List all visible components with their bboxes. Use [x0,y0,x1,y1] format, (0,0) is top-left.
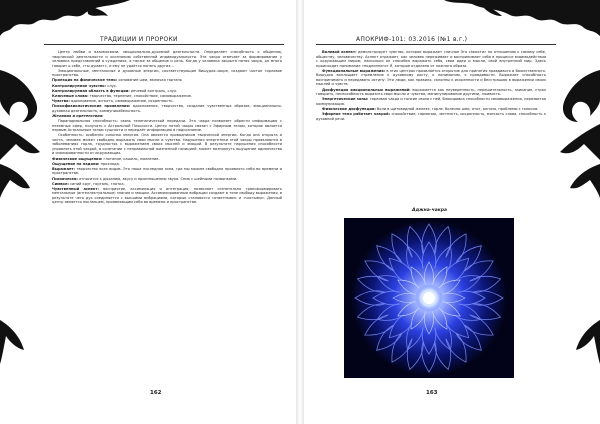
paragraph: Особенность: особенно сильная энергия. Она является проводником творческой энергии. Когда она открыта и чиста, человек может свободно выражать свои мысли и чувства. Нарушения энергетики этой чакры проявляются в заболеваниях горла, трудностях с выражением своих мыслей и эмоций. В результате нарушения способности управлять этой чакрой, в сочетании с неправильной жизненной позицией, может возникнуть ощущение одиночества и изолированности от окружающих. [52,133,282,156]
detail-line: Психически: относится к дыханию, вкусу и произношению звука. Семь с шейными позвонками. [52,176,238,181]
paragraph: Волевой аспект: демонстрирует чувство, которое выражает «личное Эго самости» по отношению к самому себе, обществу, человечеству. Аспект отражает, как человек переживает и воспринимает себя в процессе взаимодействия с окружающим миром, насколько он способен выражать себя, свои идеи и мысли, свой внутренний мир. Здесь происходит понимание «подлинного» Я, которое отделено от ложного образа. [316,50,546,68]
attribute-line: Проекция на физическое тело: основание шеи, включая гортань [52,78,182,83]
left-bottom-ornament [0,320,30,380]
attribute-line: Чувство: вдохновение, ясность, самовыражение, искренность. [52,99,174,104]
right-top-ornament [444,0,600,40]
paragraph: Функциональные выражения: в этих центрах проявляется открытие для принятия правдивого и божественного. Вишудха воплощает стремление к духовному росту, к пониманию, к правдивости. Выражает способность воспринимать и передавать истину. Эти люди, как правило, склонны к искренности и бесстрашию в выражении своих мыслей и чувств. [316,68,546,87]
left-side-ornament [0,60,46,200]
right-side-ornament [554,60,600,200]
figure-caption: Аджна-чакра [412,208,448,213]
paragraph: Энергетические зоны: горловая чакра и тонкие связи с ней, блокировка способности самовыражения, неразвитая коммуникация. [316,97,546,106]
mandala-graphic [344,218,514,378]
right-page [304,0,600,424]
left-running-head: ТРАДИЦИИ И ПРОРОКИ [100,36,178,43]
attribute-line: Психофизиологические проявления: вдохновение, творчество, создание чувственных образов, эмоционально-духовная деятельность, коммуникабельность. [52,104,282,113]
right-body-text [316,50,546,122]
right-bottom-ornament [570,320,600,380]
left-page-number: 162 [150,390,162,396]
paragraph: Дисфункция эмоциональных выражений: выражается как неуверенность, нерешительность, заикание, страх говорить, неспособность выразить свои мысли и чувства, манипулирование другими, лживость. [316,87,546,97]
right-page-number: 163 [426,390,438,396]
attribute-line: Контролируемое чувство: слух. [52,83,117,88]
paragraph: Центр любви и взаимосвязи, эмоционально-духовной деятельности. Определяет способность к общению, творческой деятельности и осознанию собственной индивидуальности. Эта чакра отвечает за формирование у человека представлений о суждениях, а также за общение и речь. Когда у человека закрыта пятая чакра, он много говорит о себе, «ты думает», и ему не удаётся понять других... [52,50,282,68]
detail-line: Чувственный аспект: восприятие, ассимиляция и интеграция; позволяет сознательно трансформировать ментальные (интеллектуальные) знания и эмоции. Ассимилированные вибрации создают в теле свободу выражения, в результате чего дух соединяется с высшими вибрациями, которые становятся «ответными» и «чистыми». Данный центр является посланцем, проявляющим себя во времени и пространстве. [52,186,282,205]
subheading: Желания и претенствия: [52,113,104,118]
right-running-head: АПОКРИФ-101: 03.2016 (№1 в.г.) [356,36,468,43]
left-body-text [52,50,282,206]
left-header-rule [44,44,284,45]
left-page [0,0,296,424]
detail-line: Физические ощущения: глотание, кашель, ломление. [52,156,160,161]
book-gutter [296,0,304,424]
attribute-line: Контролируемая область в функции: речевой контроль, слух. [52,88,178,93]
attribute-line: Ключевые слова: творчество, терпение, спокойствие, самовыражение. [52,93,193,98]
paragraph: Эмоциональные, ментальные и духовные энергии, соответствующие Вишудха-чакре, создают чистое горловое пространство. [52,68,282,78]
paragraph: Физические дисфункции: боли в щитовидной железе, горле, болезни шеи, отит, ангина, проблемы с голосом. [322,106,539,111]
paragraph: Паранормальная способность: связь телепатической передачи. Эта чакра позволяет обрести информацию с неземных сфер, получать с Астральной Плоскости. Центр пятой чакры связан с Эфирным телом, которое является первым Астральным телом сущности и передаёт информацию в подсознание. [52,119,282,133]
detail-line: Ощущение на ладони: прохлада. [52,161,120,166]
left-top-ornament [0,0,130,40]
paragraph: Эфирное тело работает чакрой: спокойствие, гармония, честность, искренность, мягкость слова, способность к духовной речи. [316,112,546,121]
right-header-rule [316,44,556,45]
detail-line: Выражает: творчество всех видов. Это наша последняя зона, где мы можем свободно проявлять себя во времени и пространстве. [52,166,282,176]
chakra-mandala-image [344,218,514,378]
detail-line: Символ: синий круг, гортань, глотка. [52,181,125,186]
